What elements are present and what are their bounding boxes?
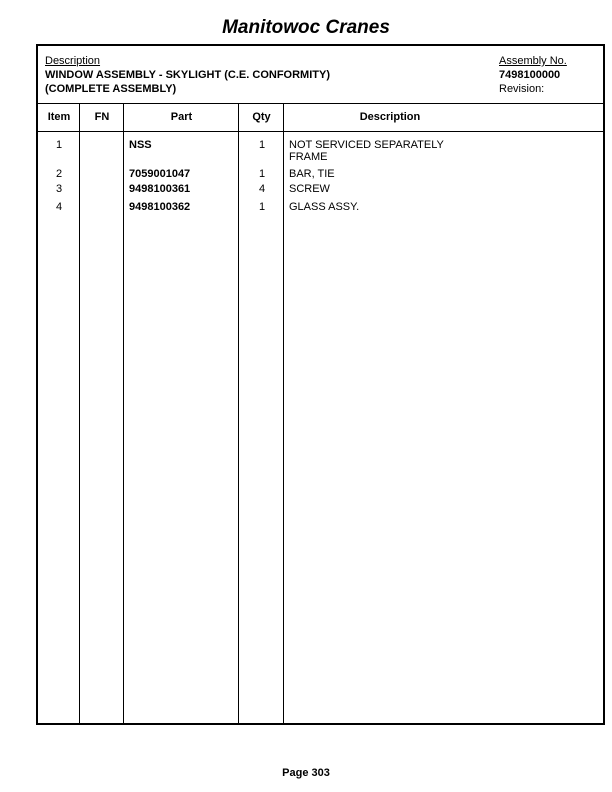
assembly-title-line1: WINDOW ASSEMBLY - SKYLIGHT (C.E. CONFORMITY) bbox=[45, 69, 330, 81]
row-description-line2: FRAME bbox=[289, 151, 328, 163]
parts-table bbox=[36, 44, 605, 725]
row-part: 7059001047 bbox=[129, 168, 191, 180]
column-divider bbox=[283, 104, 284, 723]
row-part: 9498100361 bbox=[129, 183, 191, 195]
column-header-fn: FN bbox=[94, 111, 110, 123]
brand-title: Manitowoc Cranes bbox=[222, 17, 390, 38]
assembly-number: 7498100000 bbox=[499, 69, 561, 81]
row-qty: 1 bbox=[258, 201, 266, 213]
row-description: SCREW bbox=[289, 183, 330, 195]
row-item: 2 bbox=[55, 168, 63, 180]
row-part: NSS bbox=[129, 139, 152, 151]
assembly-title-line2: (COMPLETE ASSEMBLY) bbox=[45, 83, 177, 95]
column-header-description: Description bbox=[359, 111, 421, 123]
row-qty: 1 bbox=[258, 168, 266, 180]
row-item: 4 bbox=[55, 201, 63, 213]
row-item: 1 bbox=[55, 139, 63, 151]
row-item: 3 bbox=[55, 183, 63, 195]
row-part: 9498100362 bbox=[129, 201, 191, 213]
page-number: Page 303 bbox=[282, 767, 330, 779]
assembly-description bbox=[45, 54, 330, 96]
row-qty: 4 bbox=[258, 183, 266, 195]
description-label: Description bbox=[45, 55, 101, 67]
row-description-line1: NOT SERVICED SEPARATELY bbox=[289, 139, 444, 151]
row-qty: 1 bbox=[258, 139, 266, 151]
column-header-item: Item bbox=[47, 111, 71, 123]
column-header-qty: Qty bbox=[252, 111, 271, 123]
column-divider bbox=[123, 104, 124, 723]
assembly-header bbox=[38, 46, 603, 104]
row-description: BAR, TIE bbox=[289, 168, 335, 180]
revision-label: Revision: bbox=[499, 83, 545, 95]
column-divider bbox=[238, 104, 239, 723]
column-divider bbox=[79, 104, 80, 723]
assembly-info bbox=[499, 54, 567, 96]
assembly-number-label: Assembly No. bbox=[499, 55, 567, 67]
column-header-part: Part bbox=[170, 111, 193, 123]
row-description: GLASS ASSY. bbox=[289, 201, 360, 213]
row-description bbox=[289, 139, 444, 163]
